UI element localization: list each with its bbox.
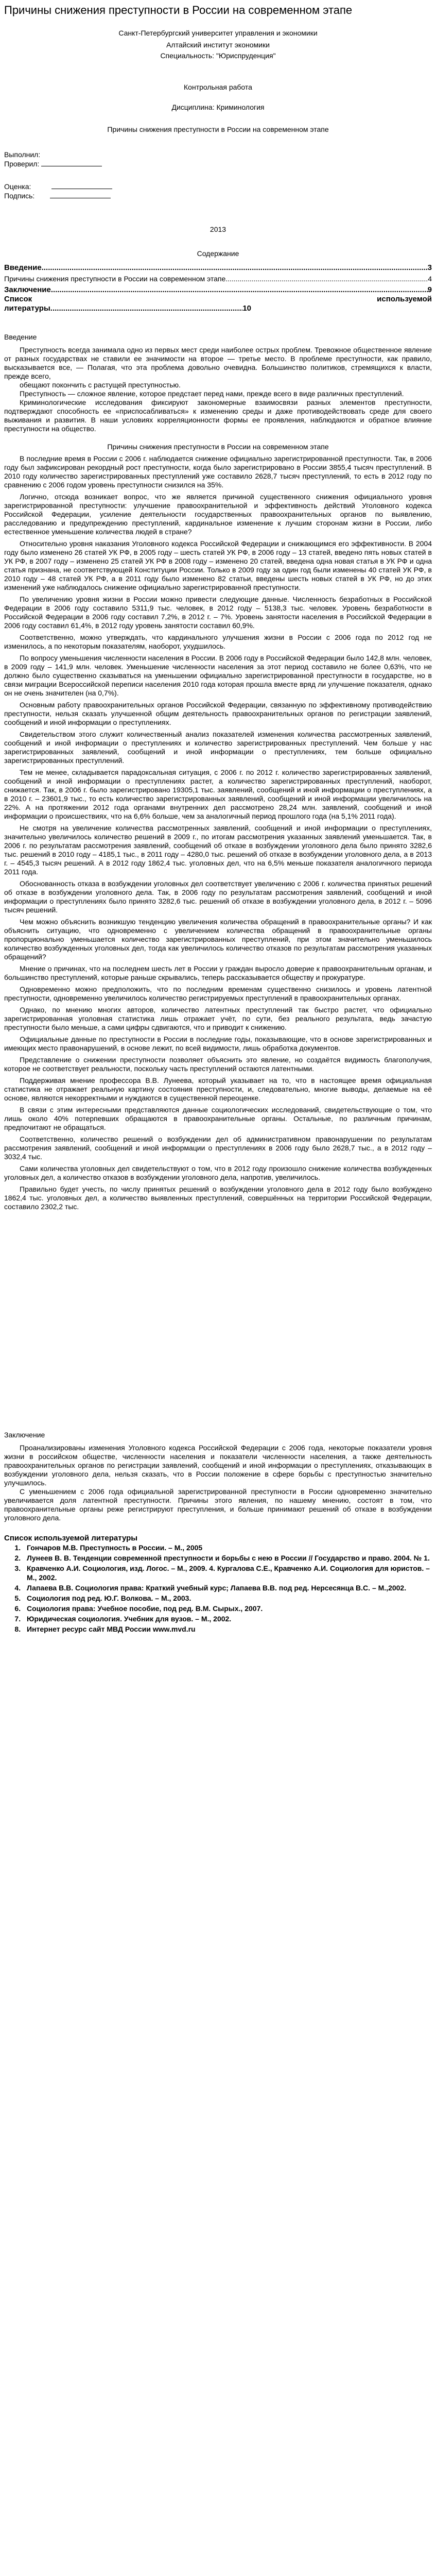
institution-line-3: Специальность: "Юриспруденция" bbox=[160, 52, 276, 60]
main-paragraph: Соответственно, можно утверждать, что кардинального улучшения жизни в России с 2006 года по 2012 год не изменилось, а по некоторым показателям, наоборот, ухудшилось. bbox=[4, 633, 432, 650]
topic: Причины снижения преступности в России на современном этапе bbox=[107, 125, 329, 133]
main-paragraph: Обоснованность отказа в возбуждении уголовных дел соответствует увеличению с 2006 г. количества принятых решений об отказе в возбуждении уголовного дела. Так, в 2006 году по результатам рассмотрения заявлений, сообщений и иной информации о преступлениях было принято 3282,6 тыс. решений об отказе в возбуждении уголовного дела, в 2012 г. – 5096 тысяч решений. bbox=[4, 879, 432, 914]
conclusion-paragraph: С уменьшением с 2006 года официальной зарегистрированной преступности в России одновременно значительно увеличивается доля латентной преступности. Причины этого явления, по нашему мнению, состоят в том, что правоохранительные органы реже регистрируют преступления, и больше принимают решений об отказе в возбуждении уголовного дела. bbox=[4, 1487, 432, 1522]
institution-line-1: Санкт-Петербургский университет управления и экономики bbox=[118, 29, 318, 37]
field-signature: Подпись: bbox=[4, 191, 432, 200]
main-paragraph: В связи с этим интересными представляются данные социологических исследований, свидетельствующие о том, что лишь около 40% потерпевших обращаются в правоохранительные органы. Остальные, по различным причинам, предпочитают не обращаться. bbox=[4, 1106, 432, 1131]
document-title: Причины снижения преступности в России на современном этапе bbox=[4, 4, 353, 16]
intro-paragraph: Преступность всегда занимала одно из первых мест среди наиболее острых проблем. Тревожное общественное явление от разных государствах не ставили ее значимости на второе — третье место. В проблеме преступности, как правило, высказывается все, — Полагая, что эта проблема довольно очевидна. Большинство политиков, стремящихся к власти, прежде всего, bbox=[4, 346, 432, 380]
field-performed: Выполнил: bbox=[4, 150, 41, 159]
intro-paragraph: Криминологические исследования фиксируют закономерные взаимосвязи разных элементов преступности, подтверждают способность ее «приспосабливаться» к изменению среды и даже противодействовать среде для своего выживания и развития. В наши условиях корреляционности формы ее проявления, наблюдаются и обратное влияние преступности на общество. bbox=[4, 398, 432, 433]
main-paragraph: По вопросу уменьшения численности населения в России. В 2006 году в Российской Федерации было 142,8 млн. человек, в 2009 году – 141,9 млн. человек. Уменьшение численности населения за этот период составило не более 0,63%, что не должно было существенно сказываться на уменьшении официально зарегистрированной преступности в государстве, но в связи миграции Всероссийской переписи населения 2010 года которая прошла вместе вряд ли улучшение показателя, однако он не очень значителен (на 0,7%). bbox=[4, 654, 432, 697]
main-paragraph: Мнение о причинах, что на последнем шесть лет в России у граждан выросло доверие к правоохранительным органам, и большинство преступлений, которые раньше скрывались, теперь рассказывается обществу и прокуратуре. bbox=[4, 964, 432, 981]
main-paragraph: Свидетельством этого служит количественный анализ показателей изменения количества рассмотренных заявлений, сообщений и иной информации о преступлениях и количество зарегистрированных преступлений. Чем больше у нас зарегистрированных заявлений, сообщений и иной информации о преступлениях, тем больше официально зарегистрированных преступлений. bbox=[4, 730, 432, 765]
literature-item: 2. Лунеев В. В. Тенденции современной преступности и борьбы с нею в России // Государство и право. 2004. № 1. bbox=[23, 1553, 432, 1563]
toc-row-literature[interactable]: Список используемой литературы ..... 10 bbox=[4, 295, 432, 313]
work-type: Контрольная работа bbox=[184, 83, 252, 91]
main-paragraph: Правильно будет учесть, по числу принятых решений о возбуждении уголовного дела в 2012 году было возбуждено 1862,4 тыс. уголовных дел, а количество выявленных преступлений, совершённых на территории Российской Федерации, составило 2302,2 тыс. bbox=[4, 1185, 432, 1211]
main-paragraph: Тем не менее, складывается парадоксальная ситуация, с 2006 г. по 2012 г. количество зарегистрированных заявлений, сообщений и иной информации о преступлениях растет, а количество зарегистрированных преступлений, наоборот, снижается. Так, в 2006 г. было зарегистрировано 19305,1 тыс. заявлений, сообщений и иной информации о преступлениях, а в 2010 г. – 23601,9 тыс., то есть количество зарегистрированных заявлений, сообщений и иной информации увеличилось на 22%. А на протяжении 2012 года органами внутренних дел рассмотрено 28,24 млн. заявлений, сообщений и иной информации о происшествиях, что на 6,6% больше, чем за аналогичный период прошлого года (на 5,1% 2011 года). bbox=[4, 768, 432, 820]
toc-row-intro[interactable]: Введение ..... 3 bbox=[4, 263, 432, 273]
conclusion-body bbox=[4, 1444, 432, 1522]
year: 2013 bbox=[210, 225, 226, 233]
institution-line-2: Алтайский институт экономики bbox=[166, 41, 270, 49]
literature-heading: Список используемой литературы bbox=[4, 1534, 138, 1543]
main-body bbox=[4, 454, 432, 1211]
main-heading: Причины снижения преступности в России на современном этапе bbox=[107, 443, 329, 451]
field-grade: Оценка: bbox=[4, 182, 432, 191]
conclusion-paragraph: Проанализированы изменения Уголовного кодекса Российской Федерации с 2006 года, некоторые показатели уровня жизни в российском обществе, численности населения и показатели численности населения, а также деятельность правоохранительных органов по регистрации заявлений, сообщений и иной информации о преступлениях, отказывающих в возбуждении уголовного дела, нельзя сказать, что в России положение в сфере борьбы с преступностью значительно улучшилось. bbox=[4, 1444, 432, 1487]
intro-paragraph: обещают покончить с растущей преступностью. bbox=[20, 381, 181, 389]
toc-row-main[interactable]: Причины снижения преступности в России на современном этапе ..... 4 bbox=[4, 275, 432, 283]
main-paragraph: Поддерживая мнение профессора В.В. Лунеева, который указывает на то, что в настоящее время официальная статистика не отражает реальную картину состояния преступности, и, следовательно, многие выводы, делаемые на её основе, являются некорректными и нуждаются в существенной переоценке. bbox=[4, 1076, 432, 1102]
literature-item: 7. Юридическая социология. Учебник для вузов. – М., 2002. bbox=[23, 1614, 432, 1623]
main-paragraph: Не смотря на увеличение количества рассмотренных заявлений, сообщений и иной информации о преступлениях, значительно увеличилось количество решений в 2009 г., по итогам рассмотрения указанных заявлений уменьшается. Так, в 2006 г. по результатам рассмотрения заявлений, сообщений об отказе в возбуждении уголовного дела было принято 3282,6 тыс. решений в 2010 году – 4185,1 тыс., в 2011 году – 4280,0 тыс. решений об отказе в возбуждении уголовного дела, а в 2013 г. – 4545,3 тысяч решений. А в 2012 году 1862,4 тыс. уголовных дел, что на 6,5% меньше показателя аналогичного периода 2011 года. bbox=[4, 824, 432, 876]
main-paragraph: Однако, по мнению многих авторов, количество латентных преступлений так быстро растет, что официально зарегистрированная уголовная статистика лишь отражает учёт, по сути, без реального результата, ведь зачастую преступности было меньше, а сами цифры сдвигаются, что и приводит к снижению. bbox=[4, 1006, 432, 1031]
main-paragraph: По увеличению уровня жизни в России можно привести следующие данные. Численность безработных в Российской Федерации в 2006 году составило 5311,9 тыс. человек, в 2012 году – 5138,3 тыс. человек. Уровень безработности в Российской Федерации в 2006 году составил 7,2%, в 2012 г. – 7%. Уровень занятости населения в Российской Федерации в 2006 году составил 61,4%, в 2012 году уровень занятости составил 60,9%. bbox=[4, 595, 432, 630]
main-paragraph: Логично, отсюда возникает вопрос, что же является причиной существенного снижения официального уровня зарегистрированной преступности: улучшение правоохранительной и эффективность действий Уголовного кодекса Российской Федерации, усиление деятельности государственных правоохранительных органов по выявлению, расследованию и предупреждению преступлений, кардинальное изменение к лучшим сторонам жизни в России, либо естественное уменьшение количества людей в стране? bbox=[4, 493, 432, 536]
main-paragraph: Соответственно, количество решений о возбуждении дел об административном правонарушении по результатам рассмотрения заявлений, сообщений и иной информации о преступлениях в 2006 году было 2628,7 тыс., а в 2012 году – 3032,4 тыс. bbox=[4, 1135, 432, 1161]
main-paragraph: В последние время в России с 2006 г. наблюдается снижение официально зарегистрированной преступности. Так, в 2006 году был зафиксирован рекордный рост преступности, когда было зарегистрировано в России 3855,4 тысяч преступлений. В 2010 году количество зарегистрированных преступлений уже составило 2628,7 тысяч преступлений, то есть в 2012 году по сравнению с 2006 годом уровень преступности снизился на 35%. bbox=[4, 454, 432, 489]
literature-item: 8. Интернет ресурс сайт МВД России www.mvd.ru bbox=[23, 1624, 432, 1634]
literature-item: 1. Гончаров М.В. Преступность в России. – М., 2005 bbox=[23, 1543, 432, 1552]
main-paragraph: Основным работу правоохранительных органов Российской Федерации, связанную по эффективному противодействию преступности, нельзя сказать улучшенной общим деятельность правоохранительных органов по регистрации заявлений, сообщений и иной информации о преступлениях. bbox=[4, 701, 432, 726]
literature-list bbox=[4, 1543, 432, 1634]
document-page bbox=[4, 0, 432, 1635]
conclusion-heading: Заключение bbox=[4, 1431, 45, 1439]
toc-heading: Содержание bbox=[197, 249, 239, 258]
literature-item: 6. Социология права: Учебное пособие, под ред. В.М. Сырых., 2007. bbox=[23, 1604, 432, 1613]
discipline: Дисциплина: Криминология bbox=[171, 103, 265, 111]
main-paragraph: Одновременно можно предположить, что по последним временам существенно снизилось и уровень латентной преступности, одновременно увеличилось количество регистрируемых преступлений в правоохранительных органах. bbox=[4, 985, 432, 1002]
main-paragraph: Официальные данные по преступности в России в последние годы, показывающие, что в основе зарегистрированных и имеющих место правонарушений, в основе лежит, по всей видимости, лишь обработка документов. bbox=[4, 1035, 432, 1052]
literature-item: 3. Кравченко А.И. Социология, изд. Логос. – М., 2009. 4. Кургалова С.Е., Кравченко А.И. Социология для юристов. – М., 2002. bbox=[23, 1564, 432, 1582]
intro-body bbox=[4, 346, 432, 433]
main-paragraph: Представление о снижении преступности позволяет объяснить это явление, но создаётся видимость благополучия, которое не соответствует реальности, поскольку часть преступлений остаются латентными. bbox=[4, 1056, 432, 1073]
field-checked: Проверил: bbox=[4, 159, 432, 168]
main-paragraph: Сами количества уголовных дел свидетельствуют о том, что в 2012 году произошло снижение количества возбужденных уголовных дел, а количество отказов в возбуждении уголовного дела, напротив, увеличилось. bbox=[4, 1164, 432, 1181]
toc-row-conclusion[interactable]: Заключение ..... 9 bbox=[4, 285, 432, 295]
main-paragraph: Относительно уровня наказания Уголовного кодекса Российской Федерации и снижающимся его эффективности. В 2004 году было изменено 26 статей УК РФ, в 2005 году – шесть статей УК РФ, в 2006 году – 13 статей, введено пять новых статей в УК РФ, в 2007 году – изменено 25 статей УК РФ в 2008 году – изменено 20 статей, введена одна новая статья в УК РФ и одна статья признана, не соответствующей Конституции России. Только в 2009 году за один год были изменены 40 статей УК РФ, в 2010 году – 48 статей УК РФ, а в 2011 году было изменено 82 статьи, введены шесть новых статей в УК РФ, но до этих изменений уже наблюдалось снижение официально зарегистрированной преступности. bbox=[4, 539, 432, 591]
main-paragraph: Чем можно объяснить возникшую тенденцию увеличения количества обращений в правоохранительные органы? И как объяснить ситуацию, что одновременно с увеличением количества обращений в правоохранительные органы пропорционально уменьшается количество зарегистрированных преступлений, при этом значительно уменьшилось количество возбужденных уголовных дел, тогда как увеличилось количество отказов по результатам рассмотрения указанных обращений? bbox=[4, 918, 432, 961]
intro-paragraph: Преступность — сложное явление, которое предстает перед нами, прежде всего в виде различных преступлений. bbox=[20, 389, 404, 398]
literature-item: 4. Лапаева В.В. Социология права: Краткий учебный курс; Лапаева В.В. под ред. Нерсесянца В.С. – М.,2002. bbox=[23, 1583, 432, 1592]
intro-heading: Введение bbox=[4, 333, 37, 341]
literature-item: 5. Социология под ред. Ю.Г. Волкова. – М., 2003. bbox=[23, 1594, 432, 1603]
